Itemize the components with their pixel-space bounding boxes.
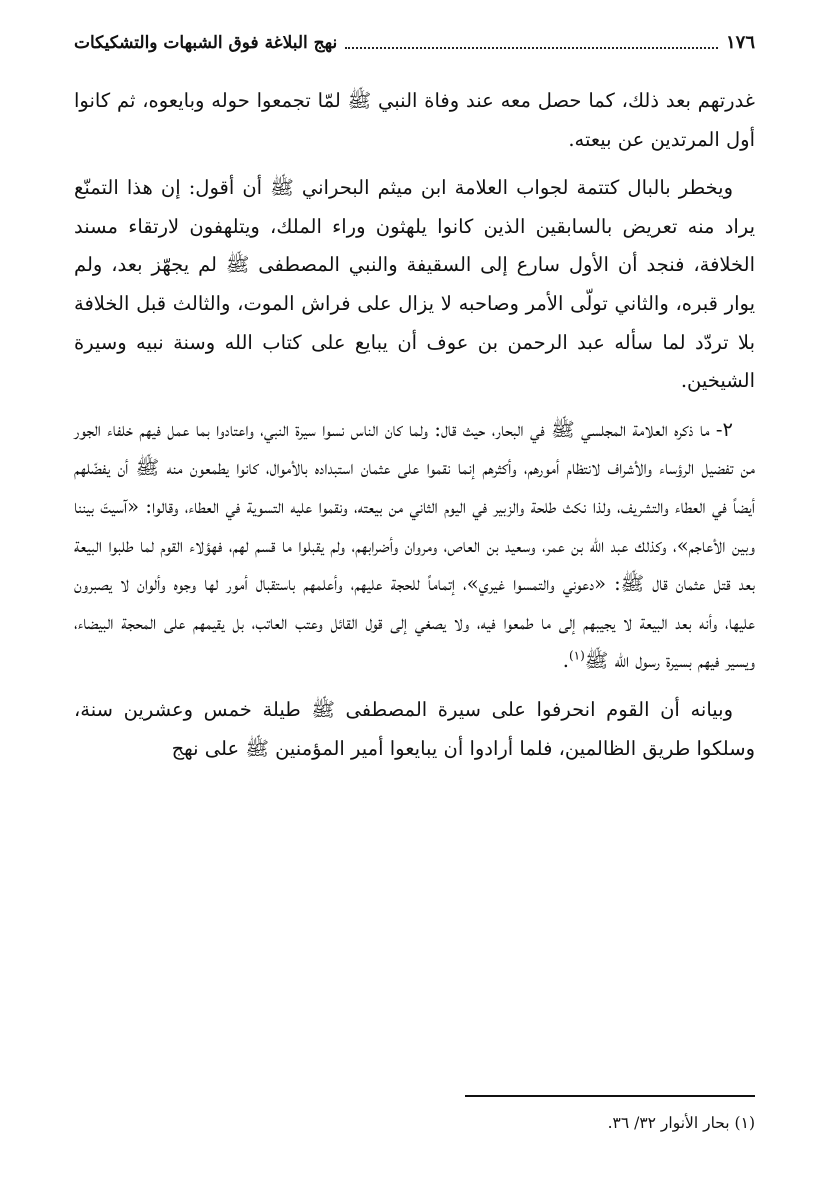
footnote-divider (465, 1095, 755, 1097)
paragraph-3 (74, 411, 755, 681)
footnote: (١) بحار الأنوار ٣٢/ ٣٦. (607, 1114, 755, 1132)
paragraph-2: ويخطر بالبال كتتمة لجواب العلامة ابن ميثم البحراني ﷺ أن أقول: إن هذا التمنّع يراد منه تعريض بالسابقين الذين كانوا يلهثون وراء الملك، ويتلهفون لارتقاء مسند الخلافة، فنجد أن الأول سارع إلى السقيفة والنبي المصطفى ﷺ لم يجهّز بعد، ولم يوار قبره، والثاني تولّى الأمر وصاحبه لا يزال على فراش الموت، والثالث قبل الخلافة بلا تردّد لما سأله عبد الرحمن بن عوف أن يبايع على كتاب الله وسنة نبيه وسيرة الشيخين. (74, 176, 755, 393)
paragraph-3-tail: . (562, 649, 569, 673)
paragraph-3-text: ٢- ما ذكره العلامة المجلسي ﷺ في البحار، حيث قال: ولما كان الناس نسوا سيرة النبي، واعتادوا بما عمل فيهم خلفاء الجور من تفضيل الرؤساء والأشراف لانتظام أمورهم، وأكثرهم إنما نقموا على عثمان استبداده بالأموال، كانوا يطمعون منه ﷺ أن يفضّلهم أيضاً في العطاء والتشريف، ولذا نكث طلحة والزبير في اليوم الثاني من بيعته، ونقموا عليه التسوية في العطاء، وقالوا: «آسيتَ بيننا وبين الأعاجم»، وكذلك عبد الله بن عمر، وسعيد بن العاص، ومروان وأضرابهم، ولم يقبلوا ما قسم لهم، فهؤلاء القوم لما طلبوا البيعة بعد قتل عثمان قال ﷺ: «دعوني والتمسوا غيري»، إتماماً للحجة عليهم، وأعلمهم باستقبال أمور لها وجوه وألوان لا يصبرون عليها، وأنه بعد البيعة لا يجيبهم إلى ما طمعوا فيه، ولا يصغي إلى قول القائل وعتب العاتب، بل يقيمهم على المحجة البيضاء، ويسير فيهم بسيرة رسول الله ﷺ (74, 417, 755, 673)
header-dotted-leader (345, 47, 718, 49)
paragraph-4: وبيانه أن القوم انحرفوا على سيرة المصطفى ﷺ طيلة خمس وعشرين سنة، وسلكوا طريق الظالمين، فلما أرادوا أن يبايعوا أمير المؤمنين ﷺ على نهج (74, 697, 755, 760)
paragraph-1: غدرتهم بعد ذلك، كما حصل معه عند وفاة النبي ﷺ لمّا تجمعوا حوله وبايعوه، ثم كانوا أول المرتدين عن بيعته. (74, 89, 755, 151)
running-header (74, 28, 755, 58)
book-title: نهج البلاغة فوق الشبهات والتشكيكات (74, 33, 338, 53)
page-number: ١٧٦ (725, 32, 755, 53)
main-text (74, 82, 755, 778)
footnote-reference: (١) (568, 648, 585, 663)
